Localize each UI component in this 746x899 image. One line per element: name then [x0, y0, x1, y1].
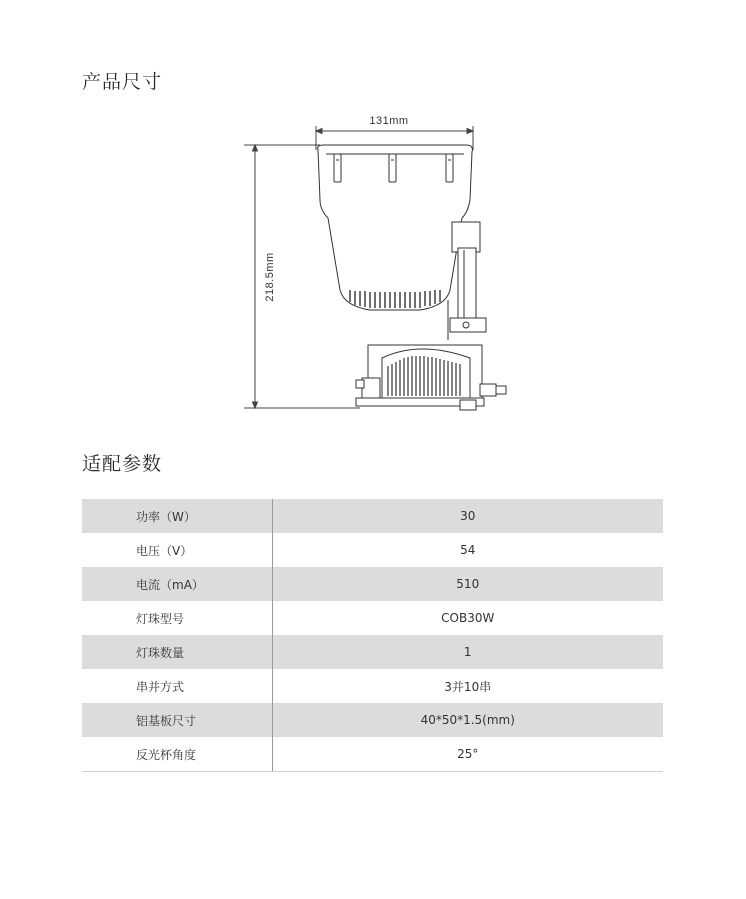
spec-value: 3并10串 [272, 669, 663, 703]
spec-table [82, 499, 663, 772]
product-dimension-drawing [0, 0, 746, 440]
spec-label: 灯珠型号 [82, 601, 272, 635]
height-dimension-label: 218.5mm [264, 252, 276, 302]
spec-value: 25° [272, 737, 663, 772]
spec-label: 功率（W） [82, 499, 272, 533]
spec-label: 电流（mA） [82, 567, 272, 601]
table-row [82, 601, 663, 635]
table-row [82, 635, 663, 669]
spec-label: 铝基板尺寸 [82, 703, 272, 737]
spec-value: 40*50*1.5(mm) [272, 703, 663, 737]
lamp-head [318, 145, 473, 310]
spec-label: 灯珠数量 [82, 635, 272, 669]
spec-label: 串并方式 [82, 669, 272, 703]
table-row [82, 533, 663, 567]
table-row [82, 499, 663, 533]
spec-label: 电压（V） [82, 533, 272, 567]
lamp-driver-base [356, 345, 506, 410]
table-row [82, 567, 663, 601]
table-row [82, 737, 663, 772]
spec-value: COB30W [272, 601, 663, 635]
lamp-bracket [448, 222, 486, 340]
table-row [82, 669, 663, 703]
width-dimension-label: 131mm [369, 115, 409, 127]
table-row [82, 703, 663, 737]
spec-value: 30 [272, 499, 663, 533]
spec-value: 54 [272, 533, 663, 567]
adapter-params-title: 适配参数 [82, 453, 163, 475]
product-dimensions-title: 产品尺寸 [82, 71, 163, 93]
spec-value: 510 [272, 567, 663, 601]
spec-label: 反光杯角度 [82, 737, 272, 772]
spec-value: 1 [272, 635, 663, 669]
